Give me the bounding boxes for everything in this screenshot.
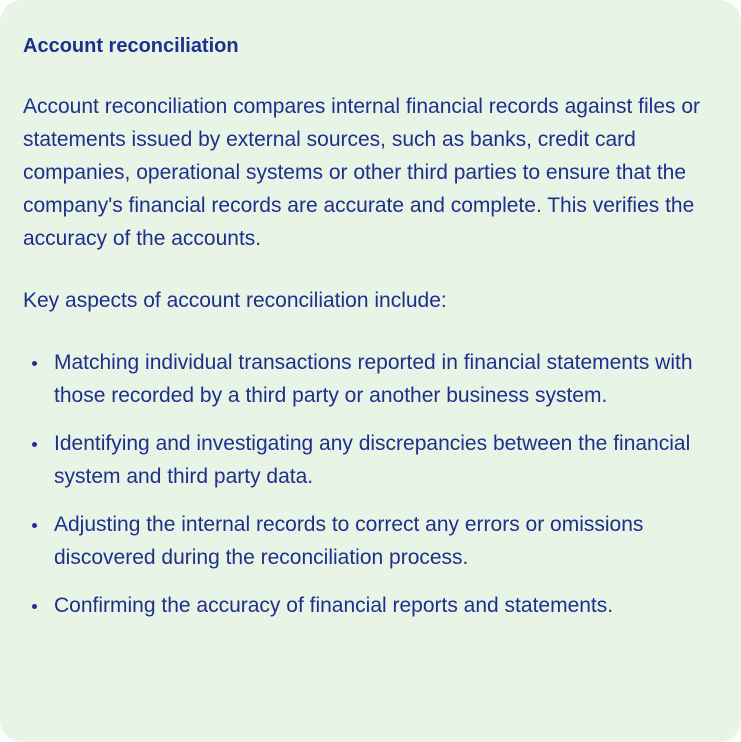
- list-item-text: Confirming the accuracy of financial reports and statements.: [54, 594, 614, 617]
- list-item: [23, 427, 717, 493]
- aspects-list: [23, 346, 717, 622]
- list-item-text: Matching individual transactions reported in financial statements with those recorded by a third party or another business system.: [54, 351, 693, 407]
- list-item-text: Identifying and investigating any discrepancies between the financial system and third party data.: [54, 432, 691, 488]
- list-item: [23, 508, 717, 574]
- bullet-icon: [32, 523, 37, 528]
- bullet-icon: [32, 442, 37, 447]
- list-item: [23, 589, 717, 622]
- list-item-text: Adjusting the internal records to correct any errors or omissions discovered during the reconciliation process.: [54, 513, 644, 569]
- list-item: [23, 346, 717, 412]
- bullet-icon: [32, 361, 37, 366]
- aspects-lead: Key aspects of account reconciliation include:: [23, 289, 447, 312]
- bullet-icon: [32, 604, 37, 609]
- card-title: Account reconciliation: [23, 35, 239, 57]
- intro-paragraph: Account reconciliation compares internal financial records against files or statements issued by external sources, such as banks, credit card companies, operational systems or other third parties to ensure that the company's financial records are accurate and complete. This verifies the accuracy of the accounts.: [23, 95, 701, 250]
